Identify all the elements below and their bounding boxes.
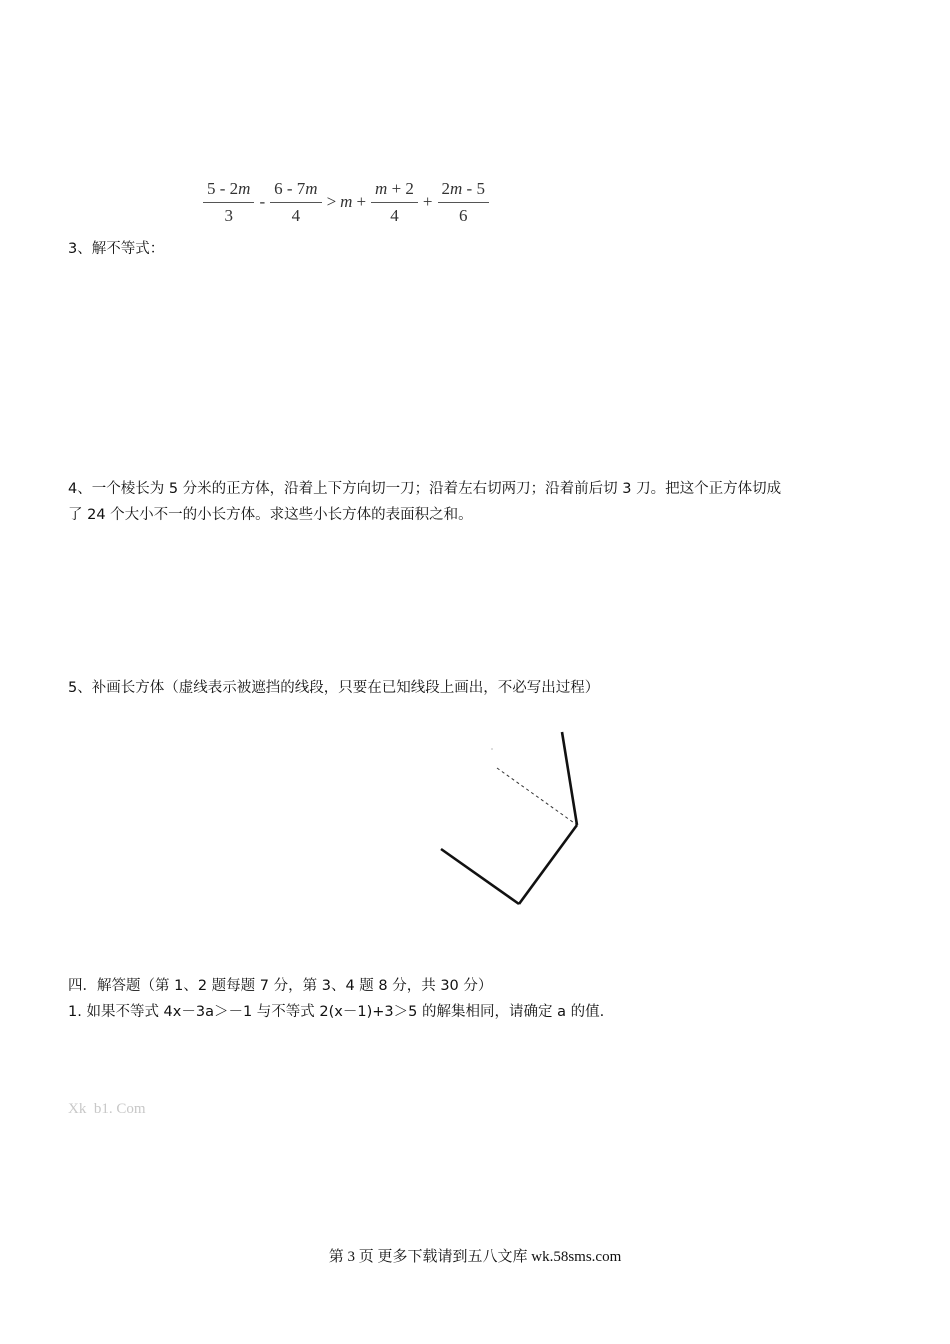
frac4-variable: m bbox=[450, 178, 463, 198]
watermark: Xk b1. Com bbox=[68, 1101, 146, 1117]
fraction-4 bbox=[438, 179, 489, 226]
fraction-1 bbox=[203, 179, 254, 226]
section-4-question-1: 1. 如果不等式 4x－3a＞－1 与不等式 2(x－1)+3＞5 的解集相同，请确定 a 的值. bbox=[68, 1004, 605, 1020]
frac3-numerator: + 2 bbox=[387, 178, 414, 198]
frac1-variable: m bbox=[238, 178, 251, 198]
fraction-2 bbox=[270, 179, 321, 226]
operator-minus: - bbox=[259, 192, 266, 211]
question-4-line-1: 4、一个棱长为 5 分米的正方体，沿着上下方向切一刀；沿着左右切两刀；沿着前后切 3 刀。把这个正方体切成 bbox=[68, 481, 782, 497]
question-4-line-2: 了 24 个大小不一的小长方体。求这些小长方体的表面积之和。 bbox=[68, 507, 473, 523]
frac4-numerator-b: - 5 bbox=[462, 178, 485, 198]
operator-greater: > bbox=[326, 192, 337, 211]
section-4-title: 四．解答题（第 1、2 题每题 7 分，第 3、4 题 8 分，共 30 分） bbox=[68, 978, 493, 994]
term-variable: m bbox=[340, 192, 353, 211]
edge-right bbox=[519, 825, 577, 904]
frac2-numerator: 6 - 7 bbox=[274, 178, 306, 198]
frac1-denominator: 3 bbox=[224, 205, 233, 225]
frac4-denominator: 6 bbox=[458, 205, 468, 225]
frac3-denominator: 4 bbox=[390, 205, 399, 225]
hidden-edge-dashed bbox=[497, 768, 577, 825]
cuboid-partial-figure bbox=[420, 720, 610, 920]
operator-plus-2: + bbox=[422, 192, 433, 211]
frac4-numerator-a: 2 bbox=[441, 178, 451, 198]
page-footer: 第 3 页 更多下载请到五八文库 wk.58sms.com bbox=[328, 1249, 622, 1265]
question-5: 5、补画长方体（虚线表示被遮挡的线段，只要在已知线段上画出，不必写出过程） bbox=[68, 680, 600, 696]
inequality-formula bbox=[200, 174, 492, 230]
frac3-variable: m bbox=[375, 178, 388, 198]
frac2-variable: m bbox=[305, 178, 318, 198]
edge-vertical bbox=[562, 732, 577, 825]
frac2-denominator: 4 bbox=[291, 205, 301, 225]
edge-left bbox=[441, 849, 519, 904]
frac1-numerator: 5 - 2 bbox=[207, 178, 239, 198]
question-3: 3、解不等式： bbox=[68, 241, 165, 257]
operator-plus-1: + bbox=[356, 192, 367, 211]
fraction-3 bbox=[371, 179, 418, 226]
